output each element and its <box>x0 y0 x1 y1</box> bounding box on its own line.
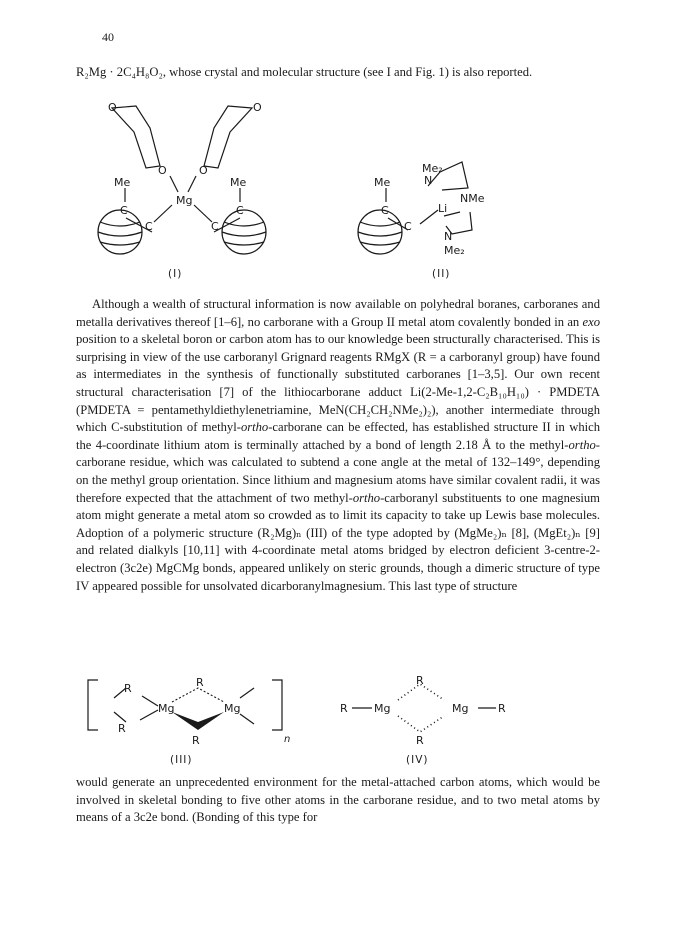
i-c-right-1: C <box>236 204 244 217</box>
iv-r-right: R <box>498 702 506 715</box>
iv-mg-left: Mg <box>374 702 391 715</box>
ii-me: Me <box>374 176 391 189</box>
i-o-top-left: O <box>108 101 117 114</box>
iii-r-top-mid: R <box>196 676 204 689</box>
main-italic-ortho-1: ortho <box>240 420 269 435</box>
main-italic-ortho-2: ortho <box>568 437 596 452</box>
i-mg: Mg <box>176 194 193 207</box>
i-me-left: Me <box>114 176 131 189</box>
main-text-3: -carborane can be effected, has established structure II in which the 4-coordinate lithium atom is terminally attached by a bond of length 2.18 Å to the methyl- <box>76 420 600 452</box>
iv-mg-right: Mg <box>452 702 469 715</box>
iii-r-bottom-left: R <box>118 722 126 735</box>
page-number: 40 <box>102 30 114 44</box>
main-italic-exo: exo <box>582 314 600 329</box>
i-o-mid-left: O <box>158 164 167 177</box>
structure-iii-label: (III) <box>170 754 193 766</box>
iv-r-bottom: R <box>416 734 424 747</box>
structure-iv-label: (IV) <box>406 754 429 766</box>
i-o-top-right: O <box>253 101 262 114</box>
iii-mg-left: Mg <box>158 702 175 715</box>
i-c-left-1: C <box>120 204 128 217</box>
ii-n-bottom: N <box>444 230 453 243</box>
iii-r-bottom-mid: R <box>192 734 200 747</box>
main-text-4: -carborane residue, which was calculated to subtend a cone angle at the metal of 132–149°, depending on the methyl group orientation. Since lithium and magnesium atoms have similar covalent radii, it was therefore expected that the attachment of two methyl- <box>76 437 600 505</box>
iv-r-left: R <box>340 702 348 715</box>
ii-li: Li <box>438 202 448 215</box>
ii-c2: C <box>404 220 412 233</box>
ii-me2-top: Me₂ <box>422 162 443 175</box>
i-me-right: Me <box>230 176 247 189</box>
main-text-1: Although a wealth of structural information is now available on polyhedral boranes, carboranes and metalla derivatives thereof [1–6], no carborane with a Group II metal atom covalently bonded in an <box>76 297 600 329</box>
i-c-left-2: C <box>145 220 153 233</box>
paragraph-intro: R₂Mg · 2C₄H₈O₂, whose crystal and molecular structure (see I and Fig. 1) is also reported. <box>76 65 533 79</box>
main-text-2: position to a skeletal boron or carbon atom has to our knowledge been structurally characterised. This is surprising in view of the use carboranyl Grignard reagents RMgX (R = a carboranyl group) have found as intermediates in the synthesis of functionally substituted carboranes [1–3,5]. Our own recent structural characterisation [7] of the lithiocarborane adduct Li(2-Me-1,2-C₂B₁₀H₁₀) · PMDETA (PMDETA = pentamethyldiethylenetriamine, MeN(CH₂CH₂NMe₂)₂), another intermediate through which C-substitution of methyl- <box>76 332 601 435</box>
iii-subscript-n: n <box>284 734 291 745</box>
iv-r-top: R <box>416 674 424 687</box>
ii-c1: C <box>381 204 389 217</box>
i-c-right-2: C <box>211 220 219 233</box>
ii-n-top: N <box>424 174 433 187</box>
structure-i-label: (I) <box>168 268 183 280</box>
main-italic-ortho-3: ortho <box>352 490 381 505</box>
iii-mg-right: Mg <box>224 702 241 715</box>
paragraph-continued: would generate an unprecedented environment for the metal-attached carbon atoms, which would be involved in skeletal bonding to five other atoms in the carborane residue, and to two metal atoms by means of a 3c2e bond. (Bonding of this type for <box>76 775 600 825</box>
ii-nme: NMe <box>460 192 485 205</box>
i-o-mid-right: O <box>199 164 208 177</box>
main-text-5: -carboranyl substituents to one magnesium atom might generate a metal atom so crowded as to limit its capacity to take up Lewis base molecules. Adoption of a polymeric structure (R₂Mg)ₙ (III) of the type adopted by (MgMe₂)ₙ [8], (MgEt₂)ₙ [9] and related dialkyls [10,11] with 4-coordinate metal atoms bridged by electron deficient 3-centre-2-electron (3c2e) MgCMg bonds, appeared unlikely on steric grounds, though a dimeric structure of type IV appeared possible for unsolvated dicarboranylmagnesium. This last type of structure <box>76 490 600 593</box>
ii-me2-bottom: Me₂ <box>444 244 465 257</box>
iii-r-top-left: R <box>124 682 132 695</box>
structure-ii-label: (II) <box>432 268 451 280</box>
